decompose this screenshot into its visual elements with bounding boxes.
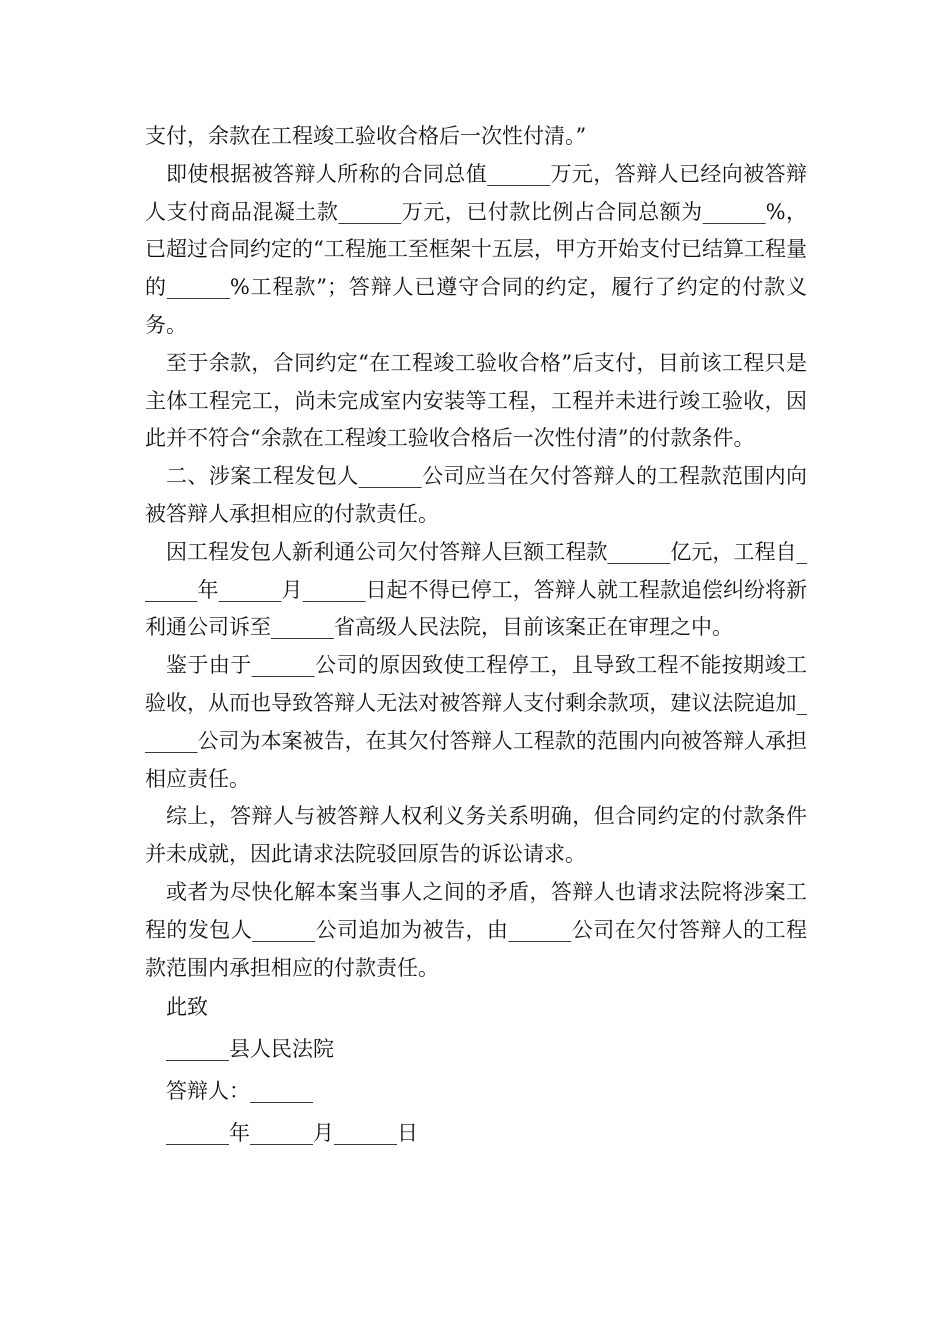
paragraph-4: 二、涉案工程发包人______公司应当在欠付答辩人的工程款范围内向被答辩人承担相应的付款责任。 bbox=[145, 464, 807, 526]
paragraph-2: 即使根据被答辩人所称的合同总值______万元，答辩人已经向被答辩人支付商品混凝土款______万元，已付款比例占合同总额为______%，已超过合同约定的“工程施工至框架十五层，甲方开始支付已结算工程量的______%工程款”；答辩人已遵守合同的约定，履行了约定的付款义务。 bbox=[145, 161, 807, 337]
paragraph-7: 综上，答辩人与被答辩人权利义务关系明确，但合同约定的付款条件并未成就，因此请求法院驳回原告的诉讼请求。 bbox=[145, 804, 807, 867]
paragraph-8: 或者为尽快化解本案当事人之间的矛盾，答辩人也请求法院将涉案工程的发包人______公司追加为被告，由______公司在欠付答辩人的工程款范围内承担相应的付款责任。 bbox=[145, 879, 807, 980]
closing-signer: 答辩人：______ bbox=[166, 1078, 313, 1103]
paragraph-3: 至于余款，合同约定“在工程竣工验收合格”后支付，目前该工程只是主体工程完工，尚未完成室内安装等工程，工程并未进行竣工验收，因此并不符合“余款在工程竣工验收合格后一次性付清”的付款条件。 bbox=[145, 350, 807, 451]
paragraph-5: 因工程发包人新利通公司欠付答辩人巨额工程款______亿元，工程自______年______月______日起不得已停工，答辩人就工程款追偿纠纷将新利通公司诉至______省高级人民法院，目前该案正在审理之中。 bbox=[145, 539, 807, 640]
closing-greeting: 此致 bbox=[166, 995, 208, 1020]
paragraph-1: 支付，余款在工程竣工验收合格后一次性付清。” bbox=[145, 124, 587, 148]
paragraph-6: 鉴于由于______公司的原因致使工程停工，且导致工程不能按期竣工验收，从而也导致答辩人无法对被答辩人支付剩余款项，建议法院追加______公司为本案被告，在其欠付答辩人工程款的范围内向被答辩人承担相应责任。 bbox=[145, 653, 807, 791]
document-page bbox=[145, 118, 807, 1153]
closing-court: ______县人民法院 bbox=[166, 1037, 334, 1062]
closing-date: ______年______月______日 bbox=[166, 1120, 418, 1145]
